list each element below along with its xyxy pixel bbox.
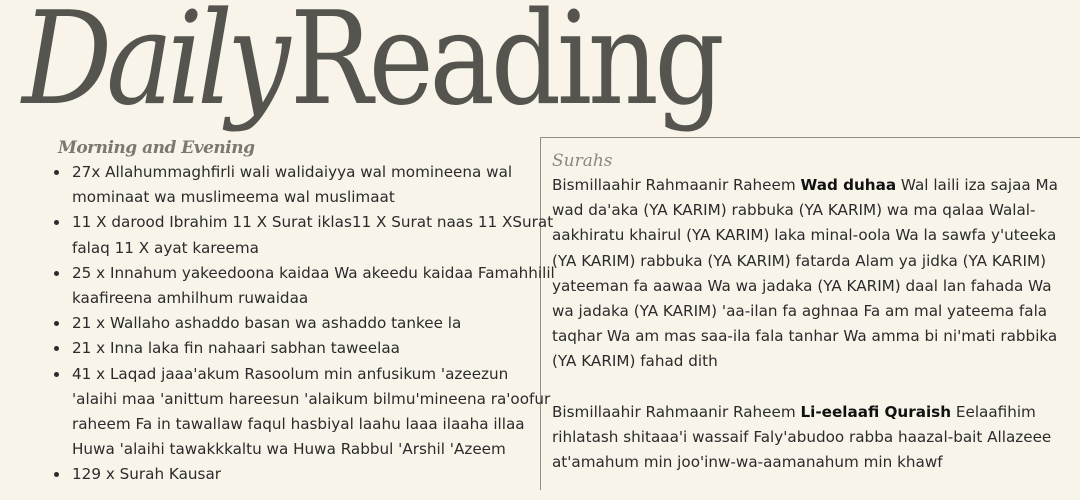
surah-name: Li-eelaafi Quraish [800,402,952,421]
surahs-column [552,173,1072,500]
surah-block [552,400,1072,476]
list-item: • 11 X darood Ibrahim 11 X Surat iklas11 X Surat naas 11 XSurat falaq 11 X ayat kareema [70,210,558,260]
page-title [22,0,791,136]
surah-text: Eelaafihim rihlatash shitaaa'i wassaif Faly'abudoo rabba haazal-bait Allazeee at'amahum min joo'inw-wa-aamanahum min khawf [552,402,1052,472]
title-reading: Reading [290,0,721,134]
surah-block [552,173,1072,375]
list-item: • 21 x Inna laka fin nahaari sabhan taweelaa [70,336,558,361]
morning-evening-list [46,160,558,488]
list-item: • 41 x Laqad jaaa'akum Rasoolum min anfusikum 'azeezun 'alaihi maa 'anittum hareesun 'alaikum bilmu'mineena ra'oofur raheem Fa in tawallaw faqul hasbiyal laahu laaa ilaaha illaa Huwa 'alaihi tawakkkaltu wa Huwa Rabbul 'Arshil 'Azeem [70,362,558,463]
surah-prefix: Bismillaahir Rahmaanir Raheem [552,176,801,194]
title-daily: Daily [22,0,285,134]
surah-text: Wal laili iza sajaa Ma wad da'aka (YA KARIM) rabbuka (YA KARIM) wa ma qalaa Walal-aakhiratu khairul (YA KARIM) laka minal-oola Wa la sawfa y'uteeka (YA KARIM) rabbuka (YA KARIM) fatarda Alam ya jidka (YA KARIM) yateeman fa aawaa Wa wa jadaka (YA KARIM) daal lan fahada Wa wa jadaka (YA KARIM) 'aa-ilan fa aghnaa Fa am mal yateema fala taqhar Wa am mas saa-ila fala tanhar Wa amma bi ni'mati rabbika (YA KARIM) fahad dith [552,176,1058,371]
morning-evening-heading: Morning and Evening [58,138,255,158]
surahs-heading: Surahs [552,151,613,171]
list-item: • 129 x Surah Kausar [70,462,558,487]
list-item: • 27x Allahummaghfirli wali walidaiyya wal momineena wal mominaat wa muslimeema wal muslimaat [70,160,558,210]
list-item: • 21 x Wallaho ashaddo basan wa ashaddo tankee la [70,311,558,336]
horizontal-divider [540,137,1080,138]
list-item: • 25 x Innahum yakeedoona kaidaa Wa akeedu kaidaa Famahhilil kaafireena amhilhum ruwaidaa [70,261,558,311]
surah-name: Wad duhaa [800,176,897,194]
surah-prefix: Bismillaahir Rahmaanir Raheem [552,402,801,421]
